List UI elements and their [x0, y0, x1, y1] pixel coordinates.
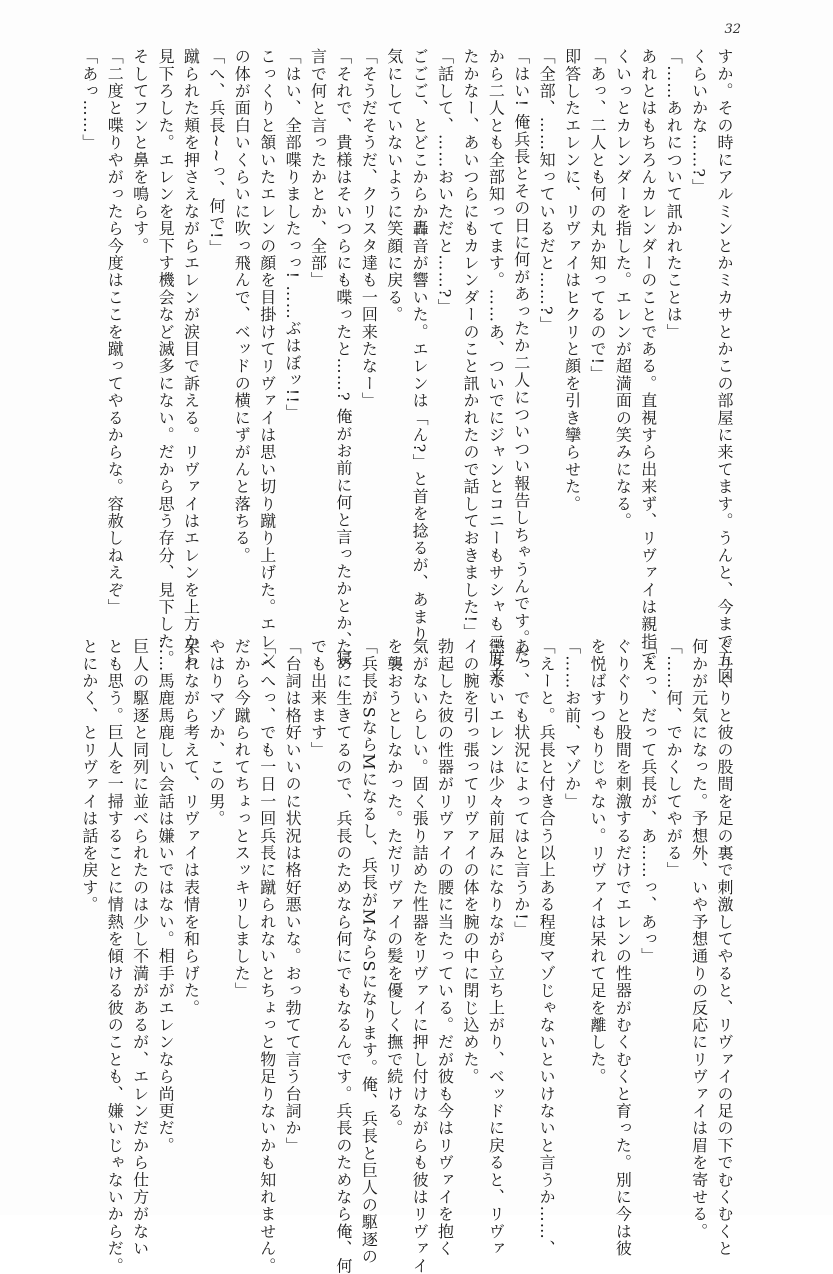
text-line: を悦ばすつもりじゃない。リヴァイは呆れて足を離した。: [587, 638, 607, 1086]
text-line: 気にしていないように笑顔に戻る。: [384, 48, 404, 324]
text-line: 「えーと。兵長と付き合う以上ある程度マゾじゃないといけないと言うか……、: [537, 638, 557, 1258]
text-line: 「全部、……知っているだと……?」: [537, 48, 557, 333]
text-line: 巨人の駆逐と同列に並べられたのは少し不満があるが、エレンだから仕方がない: [130, 638, 150, 1258]
text-line: たかなー、あいつらにもカレンダーのこと訊かれたので話しておきました!」: [460, 48, 480, 641]
text-line: イの腕を引っ張ってリヴァイの体を腕の中に閉じ込めた。: [460, 638, 480, 1086]
text-line: 「そうだそうだ、クリスタ達も一回来たなー」: [359, 48, 379, 410]
text-line: 「へへっ、でも一日一回兵長に蹴られないとちょっと物足りないかも知れません。: [257, 638, 277, 1274]
text-line: 何かが元気になった。予想外、いや予想通りの反応にリヴァイは眉を寄せる。: [689, 638, 709, 1240]
text-line: とも思う。巨人を一掃することに情熱を傾ける彼のことも、嫌いじゃないからだ。: [105, 638, 125, 1274]
text-line: あれとはもちろんカレンダーのことである。直視すら出来ず、リヴァイは親指で: [638, 48, 658, 668]
text-line: くいっとカレンダーを指した。エレンが超満面の笑みになる。: [613, 48, 633, 530]
text-line: から二人とも全部知ってます。……あ、ついでにジャンとコニーもサシャも二度来: [486, 48, 506, 685]
text-line: 見下ろした。エレンを見下す機会など滅多にない。だから思う存分、見下した。: [156, 48, 176, 668]
text-line: あっ、でも状況によってはと言うか!」: [511, 638, 531, 939]
text-line: ぐりぐりと彼の股間を足の裏で刺激してやると、リヴァイの足の下でむくむくと: [715, 638, 734, 1258]
text-line: 「台詞は格好いいのに状況は格好悪いな。おっ勃てて言う台詞か」: [283, 638, 303, 1154]
text-line: 「えっ、だって兵長が、あ……っ、あっ」: [638, 638, 658, 965]
text-line: すか。その時にアルミンとかミカサとかこの部屋に来てます。うんと、今まで五回: [715, 48, 734, 685]
page-number: 32: [724, 22, 741, 37]
text-line: 「あっ……」: [79, 48, 99, 152]
text-line: 「二度と喋りやがったら今度はここを蹴ってやるからな。容赦しねえぞ」: [105, 48, 125, 616]
text-line: の体が面白いくらいに吹っ飛んで、ベッドの横にずがんと落ちる。: [232, 48, 252, 564]
text-line: そしてフンと鼻を鳴らす。: [130, 48, 150, 255]
text-line: 「兵長がSならMになるし、兵長がMならSになります。俺、兵長と巨人の駆逐の: [359, 638, 379, 1266]
text-line: 懲りないエレンは少々前屈みになりながら立ち上がり、ベッドに戻ると、リヴァ: [486, 638, 506, 1258]
text-line: 言で何と言ったかとか、全部」: [308, 48, 328, 289]
text-line: だから今蹴られてちょっとスッキリしました」: [232, 638, 252, 1000]
text-line: ために生きてるので、兵長のためなら何にでもなるんです。兵長のためなら俺、何: [333, 638, 353, 1274]
text-line: とにかく、とリヴァイは話を戻す。: [79, 638, 99, 914]
text-line: 呆れながら考えて、リヴァイは表情を和らげた。: [181, 638, 201, 1017]
text-line: ……馬鹿馬鹿しい会話は嫌いではない。相手がエレンなら尚更だ。: [156, 638, 176, 1154]
text-line: こっくりと頷いたエレンの顔を目掛けてリヴァイは思い切り蹴り上げた。エレン: [257, 48, 277, 668]
text-column-bottom: [79, 638, 737, 1274]
text-line: 即答したエレンに、リヴァイはヒクリと顔を引き攣らせた。: [562, 48, 582, 513]
text-line: 「あっ、二人とも何の丸か知ってるので!」: [587, 48, 607, 383]
text-line: ぐりぐりと股間を刺激するだけでエレンの性器がむくむくと育った。別に今は彼: [613, 638, 633, 1258]
text-line: 「はい、全部喋りましたっっ! ……ぶはぼッ!!」: [283, 48, 303, 422]
text-line: 気がないらしい。固く張り詰めた性器をリヴァイに押し付けながらも彼はリヴァイ: [410, 638, 430, 1274]
text-line: 「……あれについて訊かれたことは」: [664, 48, 684, 341]
text-line: くらいかな……?」: [689, 48, 709, 196]
text-line: でも出来ます」: [308, 638, 328, 759]
text-line: 「へ、兵長~~っ、何で!」: [206, 48, 226, 257]
text-line: やはりマゾか、この男。: [206, 638, 226, 828]
text-line: 「はい! 俺兵長とその日に何があったか二人についつい報告しちゃうんです。だ: [511, 48, 531, 664]
text-column-top: [79, 48, 737, 685]
text-line: 「話して、……おいただと……?」: [435, 48, 455, 316]
text-line: を襲おうとしなかった。ただリヴァイの髪を優しく撫で続ける。: [384, 638, 404, 1137]
text-line: 勃起した彼の性器がリヴァイの腰に当たっている。だが彼も今はリヴァイを抱く: [435, 638, 455, 1258]
text-line: 「それで、貴様はそいつらにも喋ったと……? 俺がお前に何と言ったかとか、寝: [333, 48, 353, 667]
text-line: 蹴られた頬を押さえながらエレンが涙目で訴える。リヴァイはエレンを上方から: [181, 48, 201, 668]
text-line: 「……お前、マゾか」: [562, 638, 582, 810]
text-line: ごごご、とどこからか轟音が響いた。エレンは「ん?」と首を捻るが、あまり: [410, 48, 430, 643]
text-line: 「……何、でかくしてやがる」: [664, 638, 684, 879]
